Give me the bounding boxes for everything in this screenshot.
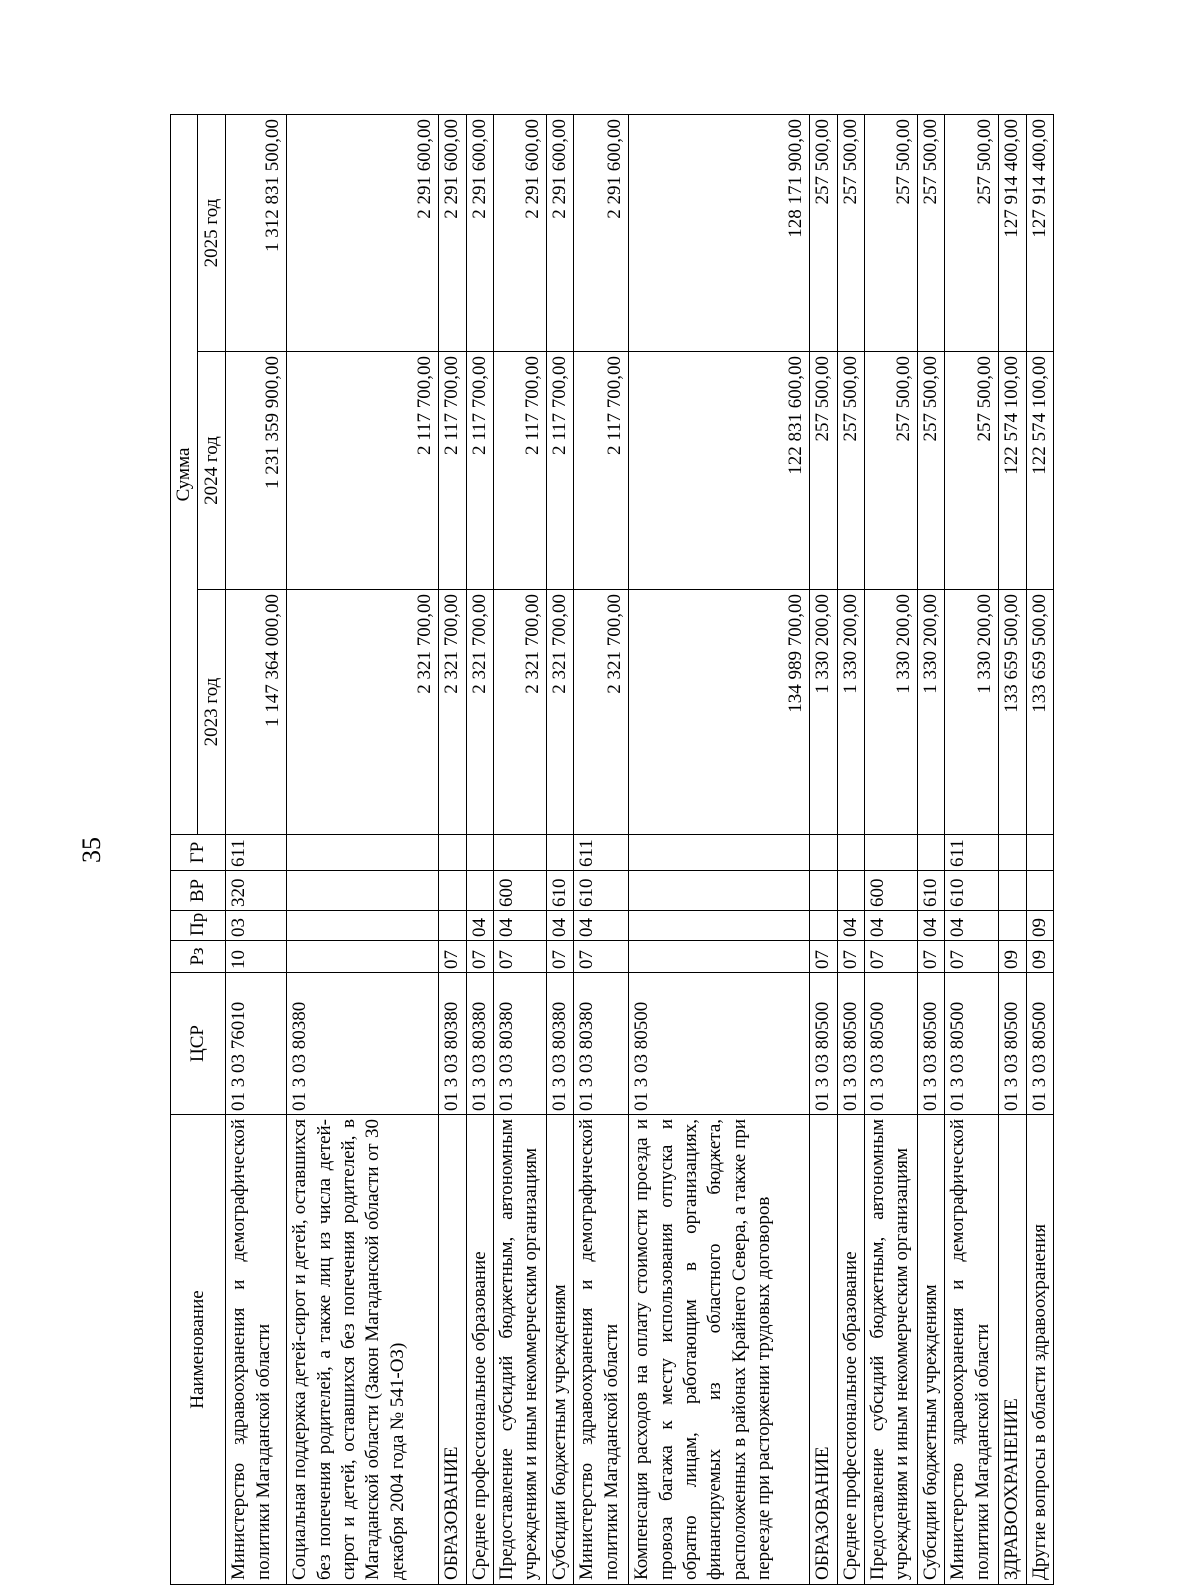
header-rz: Рз — [171, 941, 226, 973]
row-sum-2025: 257 500,00 — [945, 115, 999, 352]
row-sum-2024: 257 500,00 — [917, 352, 944, 590]
row-sum-2025: 128 171 900,00 — [629, 115, 810, 352]
row-rz: 07 — [917, 941, 944, 973]
row-rz: 10 — [226, 941, 287, 973]
row-csr: 01 3 03 80380 — [493, 973, 546, 1115]
header-2023: 2023 год — [198, 590, 226, 835]
row-gr — [837, 835, 864, 871]
row-gr — [999, 835, 1026, 871]
row-name: Среднее профессиональное образование — [837, 1115, 864, 1585]
table-row — [917, 115, 944, 1585]
row-sum-2024: 122 831 600,00 — [629, 352, 810, 590]
row-rz: 09 — [999, 941, 1026, 973]
row-sum-2024: 2 117 700,00 — [574, 352, 629, 590]
row-csr: 01 3 03 80380 — [466, 973, 493, 1115]
row-sum-2024: 2 117 700,00 — [546, 352, 573, 590]
row-sum-2024: 122 574 100,00 — [1026, 352, 1053, 590]
row-csr: 01 3 03 80380 — [287, 973, 439, 1115]
row-sum-2023: 2 321 700,00 — [287, 590, 439, 835]
row-rz — [287, 941, 439, 973]
row-vr — [439, 871, 466, 911]
row-sum-2024: 257 500,00 — [810, 352, 837, 590]
table-row — [546, 115, 573, 1585]
table-row — [999, 115, 1026, 1585]
row-vr: 600 — [493, 871, 546, 911]
row-name: Социальная поддержка детей-сирот и детей, оставшихся без попечения родителей, а также лиц из числа детей-сирот и детей, оставшихся без попечения родителей, в Магаданской области (Закон Магаданской области от 30 декабря 2004 года № 541-ОЗ) — [287, 1115, 439, 1585]
row-csr: 01 3 03 76010 — [226, 973, 287, 1115]
row-gr — [864, 835, 917, 871]
row-gr — [546, 835, 573, 871]
row-name: ОБРАЗОВАНИЕ — [439, 1115, 466, 1585]
row-name: Министерство здравоохранения и демографической политики Магаданской области — [226, 1115, 287, 1585]
table-row — [287, 115, 439, 1585]
row-sum-2023: 2 321 700,00 — [546, 590, 573, 835]
row-gr — [466, 835, 493, 871]
row-name: Министерство здравоохранения и демографической политики Магаданской области — [574, 1115, 629, 1585]
row-pr: 04 — [466, 911, 493, 941]
row-csr: 01 3 03 80500 — [629, 973, 810, 1115]
table-row — [439, 115, 466, 1585]
header-2024: 2024 год — [198, 352, 226, 590]
table-row — [493, 115, 546, 1585]
row-vr — [629, 871, 810, 911]
row-name: Среднее профессиональное образование — [466, 1115, 493, 1585]
page-number: 35 — [77, 837, 106, 863]
row-pr: 04 — [546, 911, 573, 941]
row-rz: 07 — [466, 941, 493, 973]
table-row — [837, 115, 864, 1585]
row-sum-2023: 2 321 700,00 — [466, 590, 493, 835]
row-sum-2023: 2 321 700,00 — [439, 590, 466, 835]
row-csr: 01 3 03 80500 — [999, 973, 1026, 1115]
row-sum-2024: 257 500,00 — [837, 352, 864, 590]
row-sum-2025: 257 500,00 — [917, 115, 944, 352]
row-gr — [493, 835, 546, 871]
row-vr: 610 — [574, 871, 629, 911]
row-rz: 07 — [810, 941, 837, 973]
row-gr — [287, 835, 439, 871]
row-name: Субсидии бюджетным учреждениям — [546, 1115, 573, 1585]
row-sum-2025: 1 312 831 500,00 — [226, 115, 287, 352]
rotated-table-container — [170, 115, 1050, 1585]
row-sum-2023: 1 330 200,00 — [837, 590, 864, 835]
row-pr — [287, 911, 439, 941]
table-row — [810, 115, 837, 1585]
row-csr: 01 3 03 80380 — [439, 973, 466, 1115]
row-vr — [1026, 871, 1053, 911]
row-sum-2023: 2 321 700,00 — [574, 590, 629, 835]
row-sum-2023: 1 330 200,00 — [810, 590, 837, 835]
row-vr: 610 — [945, 871, 999, 911]
row-rz: 09 — [1026, 941, 1053, 973]
row-sum-2025: 2 291 600,00 — [493, 115, 546, 352]
row-sum-2024: 122 574 100,00 — [999, 352, 1026, 590]
header-sum: Сумма — [171, 115, 198, 835]
row-sum-2025: 2 291 600,00 — [546, 115, 573, 352]
row-csr: 01 3 03 80380 — [546, 973, 573, 1115]
row-rz: 07 — [574, 941, 629, 973]
row-rz: 07 — [439, 941, 466, 973]
row-sum-2024: 2 117 700,00 — [287, 352, 439, 590]
row-vr — [999, 871, 1026, 911]
table-row — [629, 115, 810, 1585]
row-gr: 611 — [226, 835, 287, 871]
row-gr — [1026, 835, 1053, 871]
row-pr: 03 — [226, 911, 287, 941]
row-rz: 07 — [837, 941, 864, 973]
header-name: Наименование — [171, 1115, 226, 1585]
row-name: ОБРАЗОВАНИЕ — [810, 1115, 837, 1585]
table-row — [574, 115, 629, 1585]
row-vr: 320 — [226, 871, 287, 911]
row-vr: 600 — [864, 871, 917, 911]
row-vr — [837, 871, 864, 911]
row-csr: 01 3 03 80500 — [945, 973, 999, 1115]
row-gr: 611 — [574, 835, 629, 871]
table-row — [1026, 115, 1053, 1585]
row-csr: 01 3 03 80500 — [1026, 973, 1053, 1115]
row-csr: 01 3 03 80500 — [917, 973, 944, 1115]
row-sum-2023: 2 321 700,00 — [493, 590, 546, 835]
header-vr: ВР — [171, 871, 226, 911]
row-sum-2024: 2 117 700,00 — [439, 352, 466, 590]
row-sum-2024: 257 500,00 — [945, 352, 999, 590]
row-sum-2025: 2 291 600,00 — [439, 115, 466, 352]
header-2025: 2025 год — [198, 115, 226, 352]
row-sum-2025: 257 500,00 — [837, 115, 864, 352]
budget-table — [170, 114, 1054, 1585]
row-pr: 09 — [1026, 911, 1053, 941]
row-sum-2025: 2 291 600,00 — [287, 115, 439, 352]
row-pr: 04 — [945, 911, 999, 941]
row-pr — [810, 911, 837, 941]
row-sum-2025: 2 291 600,00 — [466, 115, 493, 352]
row-sum-2025: 257 500,00 — [810, 115, 837, 352]
row-pr: 04 — [917, 911, 944, 941]
row-sum-2025: 127 914 400,00 — [999, 115, 1026, 352]
row-pr: 04 — [493, 911, 546, 941]
row-sum-2025: 257 500,00 — [864, 115, 917, 352]
row-gr — [629, 835, 810, 871]
row-sum-2024: 1 231 359 900,00 — [226, 352, 287, 590]
row-rz: 07 — [546, 941, 573, 973]
row-vr: 610 — [546, 871, 573, 911]
row-name: Субсидии бюджетным учреждениям — [917, 1115, 944, 1585]
row-sum-2023: 1 330 200,00 — [864, 590, 917, 835]
row-sum-2024: 257 500,00 — [864, 352, 917, 590]
row-rz: 07 — [493, 941, 546, 973]
row-vr: 610 — [917, 871, 944, 911]
row-csr: 01 3 03 80500 — [864, 973, 917, 1115]
row-name: Другие вопросы в области здравоохранения — [1026, 1115, 1053, 1585]
row-sum-2024: 2 117 700,00 — [466, 352, 493, 590]
header-gr: ГР — [171, 835, 226, 871]
row-csr: 01 3 03 80500 — [837, 973, 864, 1115]
row-rz: 07 — [945, 941, 999, 973]
row-rz — [629, 941, 810, 973]
table-row — [466, 115, 493, 1585]
table-row — [945, 115, 999, 1585]
row-pr: 04 — [837, 911, 864, 941]
row-vr — [466, 871, 493, 911]
table-body — [226, 115, 1054, 1585]
row-rz: 07 — [864, 941, 917, 973]
row-name: Министерство здравоохранения и демографической политики Магаданской области — [945, 1115, 999, 1585]
table-row — [226, 115, 287, 1585]
row-gr: 611 — [945, 835, 999, 871]
row-name: Предоставление субсидий бюджетным, автономным учреждениям и иным некоммерческим организациям — [493, 1115, 546, 1585]
row-sum-2023: 134 989 700,00 — [629, 590, 810, 835]
header-csr: ЦСР — [171, 973, 226, 1115]
row-sum-2023: 1 147 364 000,00 — [226, 590, 287, 835]
row-pr — [629, 911, 810, 941]
row-sum-2023: 1 330 200,00 — [917, 590, 944, 835]
row-pr — [439, 911, 466, 941]
row-name: Компенсация расходов на оплату стоимости проезда и провоза багажа к месту использования отпуска и обратно лицам, работающим в организациях, финансируемых из областного бюджета, расположенных в районах Крайнего Севера, а также при переезде при расторжении трудовых договоров — [629, 1115, 810, 1585]
row-sum-2023: 133 659 500,00 — [999, 590, 1026, 835]
row-csr: 01 3 03 80500 — [810, 973, 837, 1115]
row-sum-2024: 2 117 700,00 — [493, 352, 546, 590]
row-csr: 01 3 03 80380 — [574, 973, 629, 1115]
row-sum-2025: 2 291 600,00 — [574, 115, 629, 352]
row-gr — [917, 835, 944, 871]
row-pr: 04 — [574, 911, 629, 941]
row-gr — [810, 835, 837, 871]
row-vr — [810, 871, 837, 911]
header-pr: Пр — [171, 911, 226, 941]
row-gr — [439, 835, 466, 871]
row-pr: 04 — [864, 911, 917, 941]
row-name: ЗДРАВООХРАНЕНИЕ — [999, 1115, 1026, 1585]
row-name: Предоставление субсидий бюджетным, автономным учреждениям и иным некоммерческим организациям — [864, 1115, 917, 1585]
row-vr — [287, 871, 439, 911]
row-pr — [999, 911, 1026, 941]
row-sum-2023: 133 659 500,00 — [1026, 590, 1053, 835]
row-sum-2025: 127 914 400,00 — [1026, 115, 1053, 352]
row-sum-2023: 1 330 200,00 — [945, 590, 999, 835]
table-row — [864, 115, 917, 1585]
